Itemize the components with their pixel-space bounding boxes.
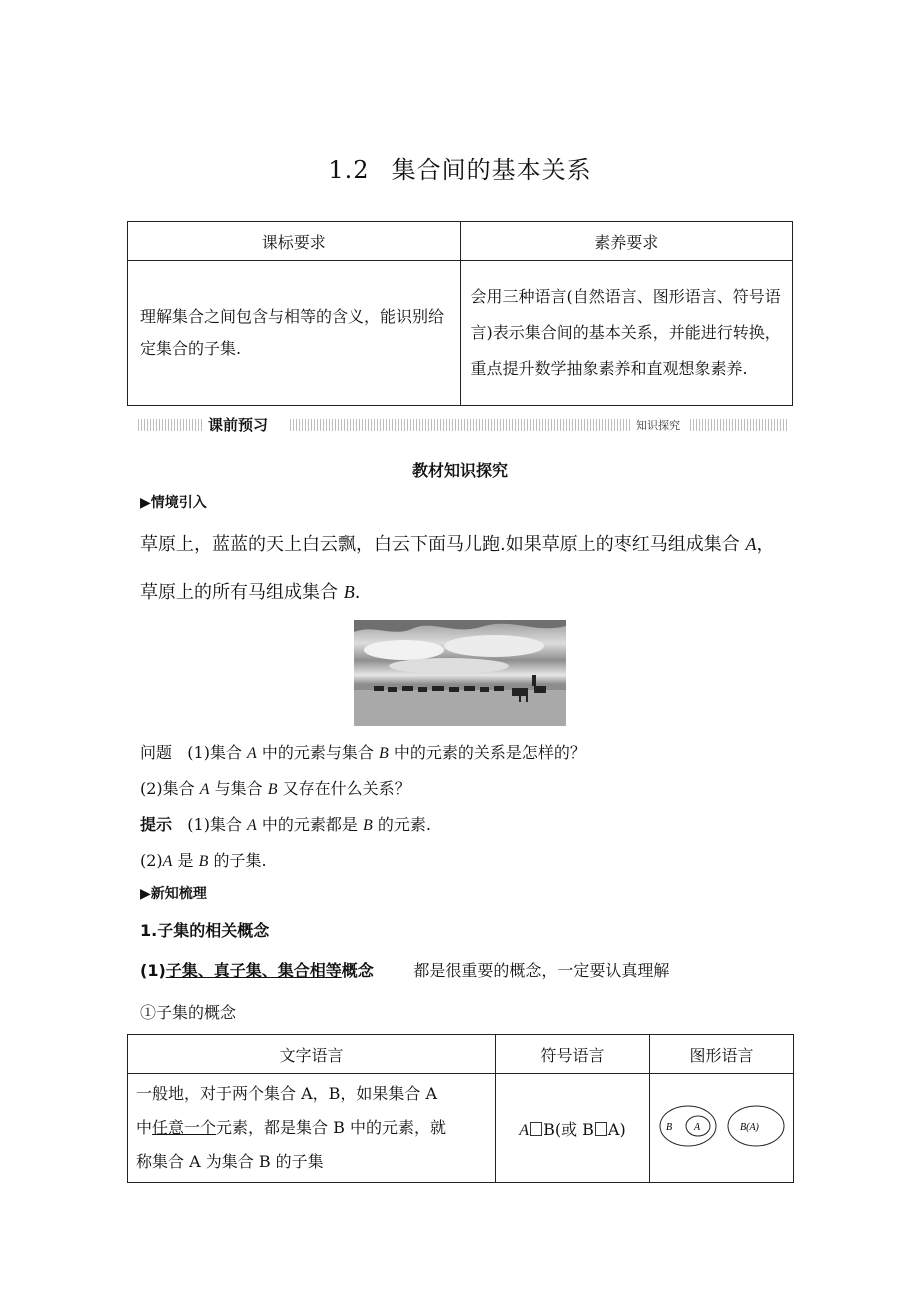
subset-concept-item: ①子集的概念 [140, 1003, 237, 1022]
scene-line-1: 草原上，蓝蓝的天上白云飘，白云下面马儿跑.如果草原上的枣红马组成集合 A， [140, 534, 775, 555]
curriculum-requirement: 理解集合之间包含与相等的含义，能识别给定集合的子集. [128, 261, 461, 406]
subset-symbol-glyph [530, 1122, 542, 1136]
side-note: 都是很重要的概念，一定要认真理解 [413, 961, 670, 980]
section-heading: 教材知识探究 [411, 461, 508, 480]
col-header-figure: 图形语言 [650, 1035, 794, 1074]
subsection-1-1: (1)子集、真子集、集合相等概念 都是很重要的概念，一定要认真理解 [140, 961, 670, 980]
venn-diagrams-icon [654, 1096, 790, 1156]
bar-stripe-right [690, 419, 788, 431]
venn-1-outer-label: B [665, 1122, 672, 1133]
subset-table [127, 1034, 794, 1183]
question-1: 问题 (1)集合 A 中的元素与集合 B 中的元素的关系是怎样的？ [140, 743, 586, 762]
section-label: 课前预习 [208, 416, 269, 434]
col-header-literacy: 素养要求 [460, 222, 793, 261]
col-header-symbol: 符号语言 [496, 1035, 650, 1074]
knowledge-marker: ▶新知梳理 [140, 886, 207, 902]
requirements-table [127, 221, 793, 406]
subset-venn-figures [650, 1074, 794, 1183]
subset-symbol: A B(或 B A) [496, 1074, 650, 1183]
superset-symbol-glyph [595, 1122, 607, 1136]
bar-stripe-left [138, 419, 204, 431]
venn-1-inner-label: A [693, 1122, 700, 1133]
venn-2-label: B(A) [739, 1122, 759, 1133]
col-header-curriculum: 课标要求 [128, 222, 461, 261]
scene-line-2: 草原上的所有马组成集合 B. [140, 582, 361, 603]
hint-2: (2)A 是 B 的子集. [140, 851, 267, 870]
grassland-horses-photo [354, 620, 566, 726]
section-bar [138, 416, 788, 434]
subset-definition: 一般地，对于两个集合 A，B，如果集合 A 中任意一个元素，都是集合 B 中的元素，就 称集合 A 为集合 B 的子集 [128, 1074, 496, 1183]
subsection-1: 1.子集的相关概念 [140, 921, 270, 940]
col-header-text: 文字语言 [128, 1035, 496, 1074]
question-2: (2)集合 A 与集合 B 又存在什么关系？ [140, 779, 411, 798]
bar-stripe-middle [290, 419, 630, 431]
literacy-requirement: 会用三种语言(自然语言、图形语言、符号语言)表示集合间的基本关系，并能进行转换，重点提升数学抽象素养和直观想象素养. [460, 261, 793, 406]
scene-marker: ▶情境引入 [140, 495, 207, 511]
page-title: 1.2 集合间的基本关系 [328, 156, 592, 184]
hint-1: 提示 (1)集合 A 中的元素都是 B 的元素. [140, 815, 431, 834]
section-tag: 知识探究 [636, 419, 680, 432]
